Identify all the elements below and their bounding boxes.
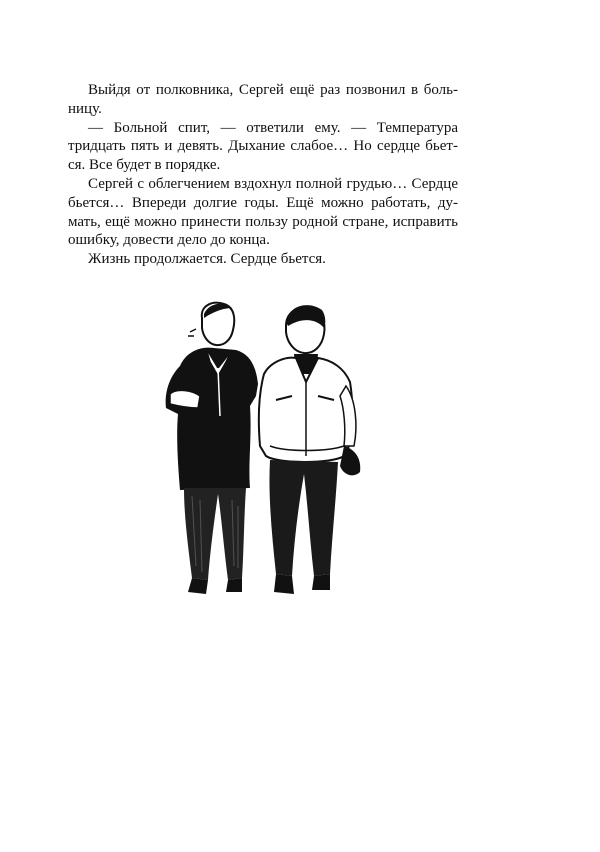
paragraph-4: Жизнь продолжается. Сердце бьется.	[88, 251, 326, 268]
illustration-two-men-walking	[140, 296, 370, 616]
paragraph-3: Сергей с облегчением вздохнул полной грудью… Сердце бьется… Впереди долгие годы. Ещё можно работать, думать, ещё можно принести пользу родной стране, исправить ошибку, довести дело до конца.	[68, 175, 458, 249]
right-man-figure	[259, 305, 360, 594]
paragraph-2: — Больной спит, — ответили ему. — Температура тридцать пять и девять. Дыхание слабое… Но сердце бьется. Все будет в порядке.	[68, 119, 458, 174]
left-man-figure	[166, 303, 258, 594]
paragraph-1: Выйдя от полковника, Сергей ещё раз позвонил в больницу.	[68, 82, 458, 117]
body-text	[68, 81, 458, 269]
